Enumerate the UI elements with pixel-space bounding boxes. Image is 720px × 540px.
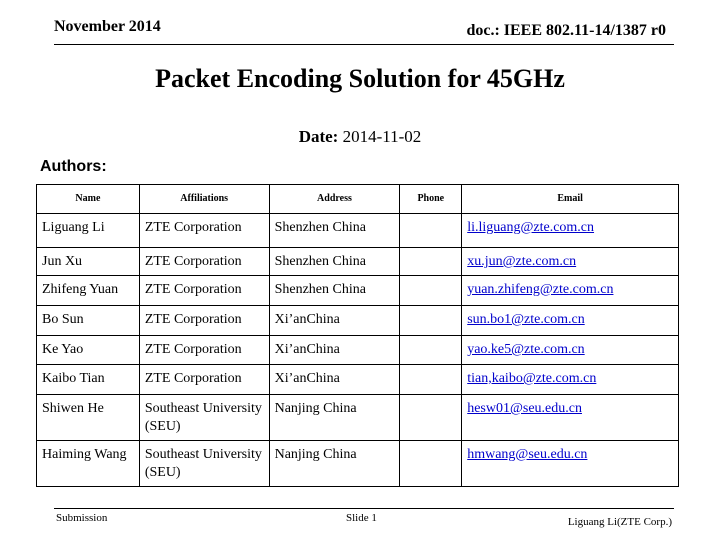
cell-phone (400, 336, 462, 365)
cell-affiliation: ZTE Corporation (139, 276, 269, 306)
email-link[interactable]: xu.jun@zte.com.cn (467, 254, 577, 269)
cell-email (462, 441, 679, 487)
authors-table (36, 184, 679, 487)
slide-title: Packet Encoding Solution for 45GHz (155, 64, 565, 93)
table-row (37, 214, 679, 248)
cell-affiliation: ZTE Corporation (139, 306, 269, 336)
col-header-phone: Phone (400, 185, 462, 214)
cell-email (462, 336, 679, 365)
email-link[interactable]: yao.ke5@zte.com.cn (467, 342, 585, 357)
cell-address: Shenzhen China (269, 276, 400, 306)
cell-email (462, 365, 679, 395)
email-link[interactable]: yuan.zhifeng@zte.com.cn (467, 282, 614, 297)
cell-address: Xi’anChina (269, 306, 400, 336)
cell-phone (400, 306, 462, 336)
cell-name: Shiwen He (37, 395, 140, 441)
cell-phone (400, 441, 462, 487)
cell-email (462, 276, 679, 306)
col-header-email: Email (462, 185, 679, 214)
cell-email (462, 306, 679, 336)
cell-address: Nanjing China (269, 441, 400, 487)
col-header-name: Name (37, 185, 140, 214)
email-link[interactable]: li.liguang@zte.com.cn (467, 220, 595, 235)
table-row (37, 365, 679, 395)
header-rule (54, 44, 674, 45)
cell-name: Bo Sun (37, 306, 140, 336)
cell-affiliation: ZTE Corporation (139, 214, 269, 248)
cell-name: Liguang Li (37, 214, 140, 248)
authors-label: Authors: (40, 158, 107, 175)
cell-name: Kaibo Tian (37, 365, 140, 395)
cell-phone (400, 214, 462, 248)
footer-submission: Submission (56, 512, 108, 524)
email-link[interactable]: tian,kaibo@zte.com.cn (467, 371, 597, 386)
cell-address: Nanjing China (269, 395, 400, 441)
cell-name: Haiming Wang (37, 441, 140, 487)
cell-affiliation: ZTE Corporation (139, 336, 269, 365)
col-header-affiliations: Affiliations (139, 185, 269, 214)
cell-affiliation: Southeast University (SEU) (139, 395, 269, 441)
email-link[interactable]: hesw01@seu.edu.cn (467, 401, 582, 416)
footer-slide-number: Slide 1 (346, 512, 377, 524)
email-link[interactable]: sun.bo1@zte.com.cn (467, 312, 585, 327)
table-row (37, 441, 679, 487)
table-row (37, 336, 679, 365)
date-line (0, 127, 720, 147)
cell-address: Shenzhen China (269, 214, 400, 248)
email-link[interactable]: hmwang@seu.edu.cn (467, 447, 588, 462)
table-row (37, 395, 679, 441)
cell-phone (400, 276, 462, 306)
cell-name: Jun Xu (37, 248, 140, 276)
cell-email (462, 248, 679, 276)
cell-name: Ke Yao (37, 336, 140, 365)
header-doc-id: doc.: IEEE 802.11-14/1387 r0 (466, 22, 666, 39)
cell-affiliation: ZTE Corporation (139, 248, 269, 276)
cell-phone (400, 395, 462, 441)
cell-affiliation: Southeast University (SEU) (139, 441, 269, 487)
cell-phone (400, 248, 462, 276)
header-date: November 2014 (54, 18, 161, 35)
table-row (37, 276, 679, 306)
footer-author: Liguang Li(ZTE Corp.) (567, 516, 672, 528)
table-row (37, 248, 679, 276)
cell-phone (400, 365, 462, 395)
date-label: Date: (298, 127, 339, 146)
table-row (37, 306, 679, 336)
cell-email (462, 214, 679, 248)
date-value: 2014-11-02 (342, 127, 422, 146)
cell-address: Xi’anChina (269, 365, 400, 395)
cell-name: Zhifeng Yuan (37, 276, 140, 306)
cell-affiliation: ZTE Corporation (139, 365, 269, 395)
footer-rule (54, 508, 674, 509)
cell-address: Shenzhen China (269, 248, 400, 276)
cell-email (462, 395, 679, 441)
col-header-address: Address (269, 185, 400, 214)
table-header-row (37, 185, 679, 214)
cell-address: Xi’anChina (269, 336, 400, 365)
